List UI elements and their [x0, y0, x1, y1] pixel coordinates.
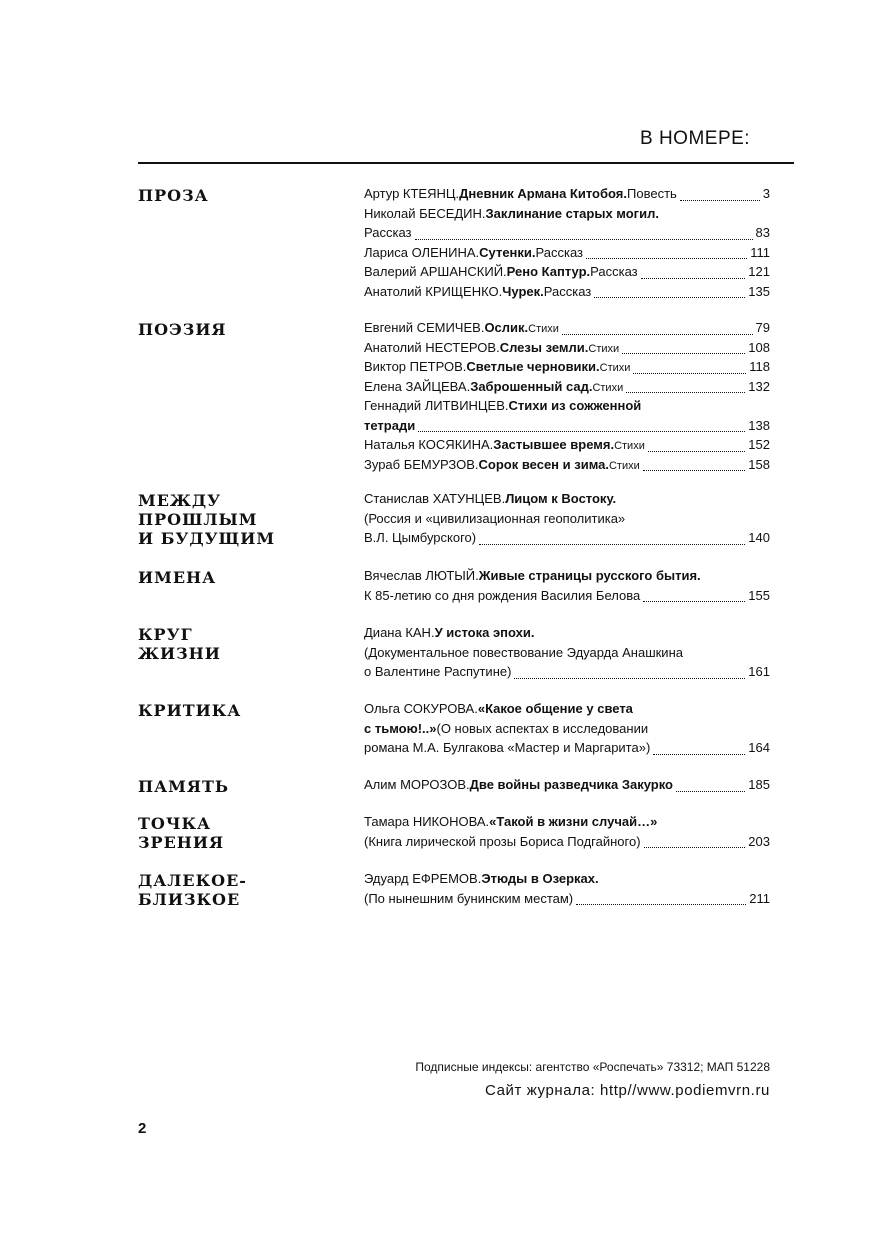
entry-text: Артур КТЕЯНЦ.	[364, 186, 460, 201]
header-divider	[138, 162, 794, 164]
entry-page-number: 138	[748, 417, 770, 433]
dot-leader	[594, 296, 745, 298]
section-entries	[364, 777, 770, 797]
entry-page-number: 132	[748, 378, 770, 394]
toc-entry-line	[364, 320, 770, 340]
entry-page-number: 211	[749, 890, 770, 906]
section-label-line: БЛИЗКОЕ	[138, 890, 241, 909]
entry-text: Стихи	[614, 440, 645, 452]
section-label-line: МЕЖДУ	[138, 491, 222, 510]
entry-text: Виктор ПЕТРОВ.	[364, 359, 467, 374]
dot-leader	[680, 199, 760, 201]
entry-text: Стихи	[588, 342, 620, 355]
section-entries	[364, 320, 770, 476]
section-entries	[364, 491, 770, 550]
page-title: В НОМЕРЕ:	[640, 128, 751, 149]
entry-page-number: 108	[748, 339, 770, 355]
entry-title: Этюды в Озерках.	[481, 871, 599, 886]
section-label	[138, 186, 358, 205]
section-label	[138, 568, 358, 587]
section-entries	[364, 568, 770, 607]
entry-title: с тьмою!..»	[364, 720, 437, 736]
subscription-indexes: Подписные индексы: агентство «Роспечать» 73312; МАП 51228	[415, 1060, 770, 1074]
dot-leader	[626, 391, 745, 393]
section-label-line: ИМЕНА	[138, 568, 217, 587]
toc-entry-line	[364, 645, 770, 665]
entry-text: Анатолий КРИЩЕНКО.	[364, 283, 503, 299]
entry-page-number: 185	[748, 777, 770, 792]
entry-text: (О новых аспектах в исследовании	[436, 720, 649, 736]
toc-entry-line	[364, 245, 770, 265]
dot-leader	[648, 450, 745, 452]
entry-text: Зураб БЕМУРЗОВ.	[364, 456, 479, 472]
toc-entry-line	[364, 437, 770, 457]
entry-title: Лицом к Востоку.	[505, 491, 617, 506]
dot-leader	[418, 430, 745, 432]
entry-text: Лариса ОЛЕНИНА.	[364, 244, 480, 260]
entry-title: «Такой в жизни случай…»	[489, 814, 658, 829]
entry-title: Дневник Армана Китобоя.	[459, 186, 627, 201]
toc-entry-line	[364, 777, 770, 797]
toc-entry-line	[364, 625, 770, 645]
entry-text: (Документальное повествование Эдуарда Анашкина	[364, 644, 683, 660]
entry-title: Светлые черновики.	[466, 359, 600, 374]
toc-entry-line	[364, 664, 770, 684]
entry-title: Слезы земли.	[499, 339, 589, 355]
entry-text: Алим МОРОЗОВ.	[364, 777, 470, 792]
entry-text: Ольга СОКУРОВА.	[364, 701, 478, 716]
entry-text: Тамара НИКОНОВА.	[364, 814, 490, 829]
dot-leader	[644, 846, 746, 848]
entry-page-number: 79	[755, 320, 770, 335]
entry-page-number: 140	[748, 530, 770, 545]
entry-text: Евгений СЕМИЧЕВ.	[364, 320, 485, 335]
entry-text: Стихи	[608, 459, 640, 472]
entry-text: Рассказ	[543, 283, 592, 299]
toc-entry-line	[364, 511, 770, 531]
section-label	[138, 320, 358, 339]
dot-leader	[622, 352, 745, 354]
section-label-line: И БУДУЩИМ	[138, 529, 276, 548]
entry-page-number: 152	[748, 437, 770, 452]
entry-page-number: 158	[748, 456, 770, 472]
toc-entry-line	[364, 457, 770, 477]
toc-entry-line	[364, 418, 770, 438]
section-label-line: КРУГ	[138, 625, 193, 644]
dot-leader	[643, 469, 746, 471]
entry-page-number: 135	[748, 283, 770, 299]
entry-page-number: 118	[749, 359, 770, 374]
section-label	[138, 871, 358, 909]
toc-entry-line	[364, 225, 770, 245]
dot-leader	[514, 677, 745, 679]
entry-text: (Россия и «цивилизационная геополитика»	[364, 510, 626, 526]
entry-title: Сутенки.	[479, 244, 536, 260]
section-entries	[364, 701, 770, 760]
section-label-line: ЖИЗНИ	[138, 644, 221, 663]
section-label	[138, 701, 358, 720]
entry-text: Эдуард ЕФРЕМОВ.	[364, 871, 482, 886]
dot-leader	[586, 257, 747, 259]
dot-leader	[562, 333, 753, 335]
entry-page-number: 121	[748, 264, 770, 279]
toc-entry-line	[364, 264, 770, 284]
entry-title: Живые страницы русского бытия.	[478, 568, 701, 583]
entry-text: В.Л. Цымбурского)	[364, 530, 477, 545]
section-label-line: ДАЛЕКОЕ-	[138, 871, 247, 890]
section-entries	[364, 871, 770, 910]
entry-page-number: 203	[748, 833, 770, 849]
entry-text: (По нынешним бунинским местам)	[364, 890, 574, 906]
dot-leader	[633, 372, 746, 374]
dot-leader	[653, 753, 745, 755]
toc-entry-line	[364, 891, 770, 911]
dot-leader	[643, 600, 745, 602]
entry-page-number: 155	[748, 587, 770, 603]
entry-title: Сорок весен и зима.	[478, 456, 609, 472]
dot-leader	[576, 903, 746, 905]
entry-text: Рассказ	[535, 244, 584, 260]
toc-entry-line	[364, 284, 770, 304]
dot-leader	[415, 238, 753, 240]
entry-text: Стихи	[599, 362, 631, 374]
toc-entry-line	[364, 701, 770, 721]
entry-title: Чурек.	[502, 283, 544, 299]
entry-text: Вячеслав ЛЮТЫЙ.	[364, 568, 479, 583]
section-label	[138, 625, 358, 663]
entry-text: Станислав ХАТУНЦЕВ.	[364, 491, 506, 506]
entry-title: Рено Каптур.	[506, 264, 591, 279]
entry-title: Заброшенный сад.	[470, 378, 593, 394]
page-number: 2	[138, 1120, 147, 1137]
entry-title: «Какое общение у света	[477, 701, 633, 716]
section-label	[138, 814, 358, 852]
entry-text: Повесть	[627, 186, 677, 201]
entry-title: Заклинание старых могил.	[485, 205, 659, 221]
entry-page-number: 3	[762, 186, 770, 201]
toc-entry-line	[364, 186, 770, 206]
section-label-line: ПРОШЛЫМ	[138, 510, 258, 529]
entry-text: Геннадий ЛИТВИНЦЕВ.	[364, 398, 509, 413]
entry-title: Застывшее время.	[493, 437, 615, 452]
section-label-line: ПРОЗА	[138, 186, 209, 205]
toc-entry-line	[364, 340, 770, 360]
entry-text: о Валентине Распутине)	[364, 664, 512, 679]
entry-text: Рассказ	[590, 264, 638, 279]
toc-entry-line	[364, 379, 770, 399]
entry-text: Диана КАН.	[364, 625, 435, 640]
dot-leader	[676, 790, 745, 792]
section-label-line: ТОЧКА	[138, 814, 212, 833]
entry-text: Николай БЕСЕДИН.	[364, 205, 486, 221]
entry-text: Анатолий НЕСТЕРОВ.	[364, 339, 500, 355]
toc-entry-line	[364, 871, 770, 891]
toc-entry-line	[364, 359, 770, 379]
section-entries	[364, 814, 770, 853]
entry-title: Две войны разведчика Закурко	[469, 777, 673, 792]
section-label-line: ПОЭЗИЯ	[138, 320, 227, 339]
toc-entry-line	[364, 588, 770, 608]
toc-entry-line	[364, 398, 770, 418]
section-label	[138, 491, 358, 548]
entry-title: Ослик.	[484, 320, 529, 335]
toc-entry-line	[364, 721, 770, 741]
section-label-line: ПАМЯТЬ	[138, 777, 230, 796]
entry-text: Елена ЗАЙЦЕВА.	[364, 378, 471, 394]
entry-page-number: 161	[748, 664, 770, 679]
toc-entry-line	[364, 568, 770, 588]
entry-page-number: 83	[755, 225, 770, 240]
dot-leader	[641, 277, 746, 279]
section-label-line: КРИТИКА	[138, 701, 242, 720]
section-label-line: ЗРЕНИЯ	[138, 833, 225, 852]
entry-title: Стихи из сожженной	[508, 398, 642, 413]
entry-text: Наталья КОСЯКИНА.	[364, 437, 494, 452]
entry-text: Стихи	[528, 323, 559, 335]
entry-text: (Книга лирической прозы Бориса Подгайного)	[364, 833, 641, 849]
entry-text: Стихи	[592, 381, 624, 394]
entry-title: тетради	[364, 417, 416, 433]
entry-page-number: 111	[750, 244, 770, 260]
entry-text: К 85-летию со дня рождения Василия Белова	[364, 587, 641, 603]
toc-entry-line	[364, 530, 770, 550]
entry-text: романа М.А. Булгакова «Мастер и Маргарита»)	[364, 740, 651, 755]
entry-text: Рассказ	[364, 225, 412, 240]
section-entries	[364, 186, 770, 303]
entry-title: У истока эпохи.	[434, 625, 535, 640]
toc-entry-line	[364, 740, 770, 760]
entry-text: Валерий АРШАНСКИЙ.	[364, 264, 507, 279]
toc-entry-line	[364, 834, 770, 854]
dot-leader	[479, 543, 745, 545]
section-label	[138, 777, 358, 796]
toc-entry-line	[364, 814, 770, 834]
journal-website: Сайт журнала: http//www.podiemvrn.ru	[484, 1082, 770, 1099]
section-entries	[364, 625, 770, 684]
entry-page-number: 164	[748, 740, 770, 755]
toc-entry-line	[364, 206, 770, 226]
toc-entry-line	[364, 491, 770, 511]
